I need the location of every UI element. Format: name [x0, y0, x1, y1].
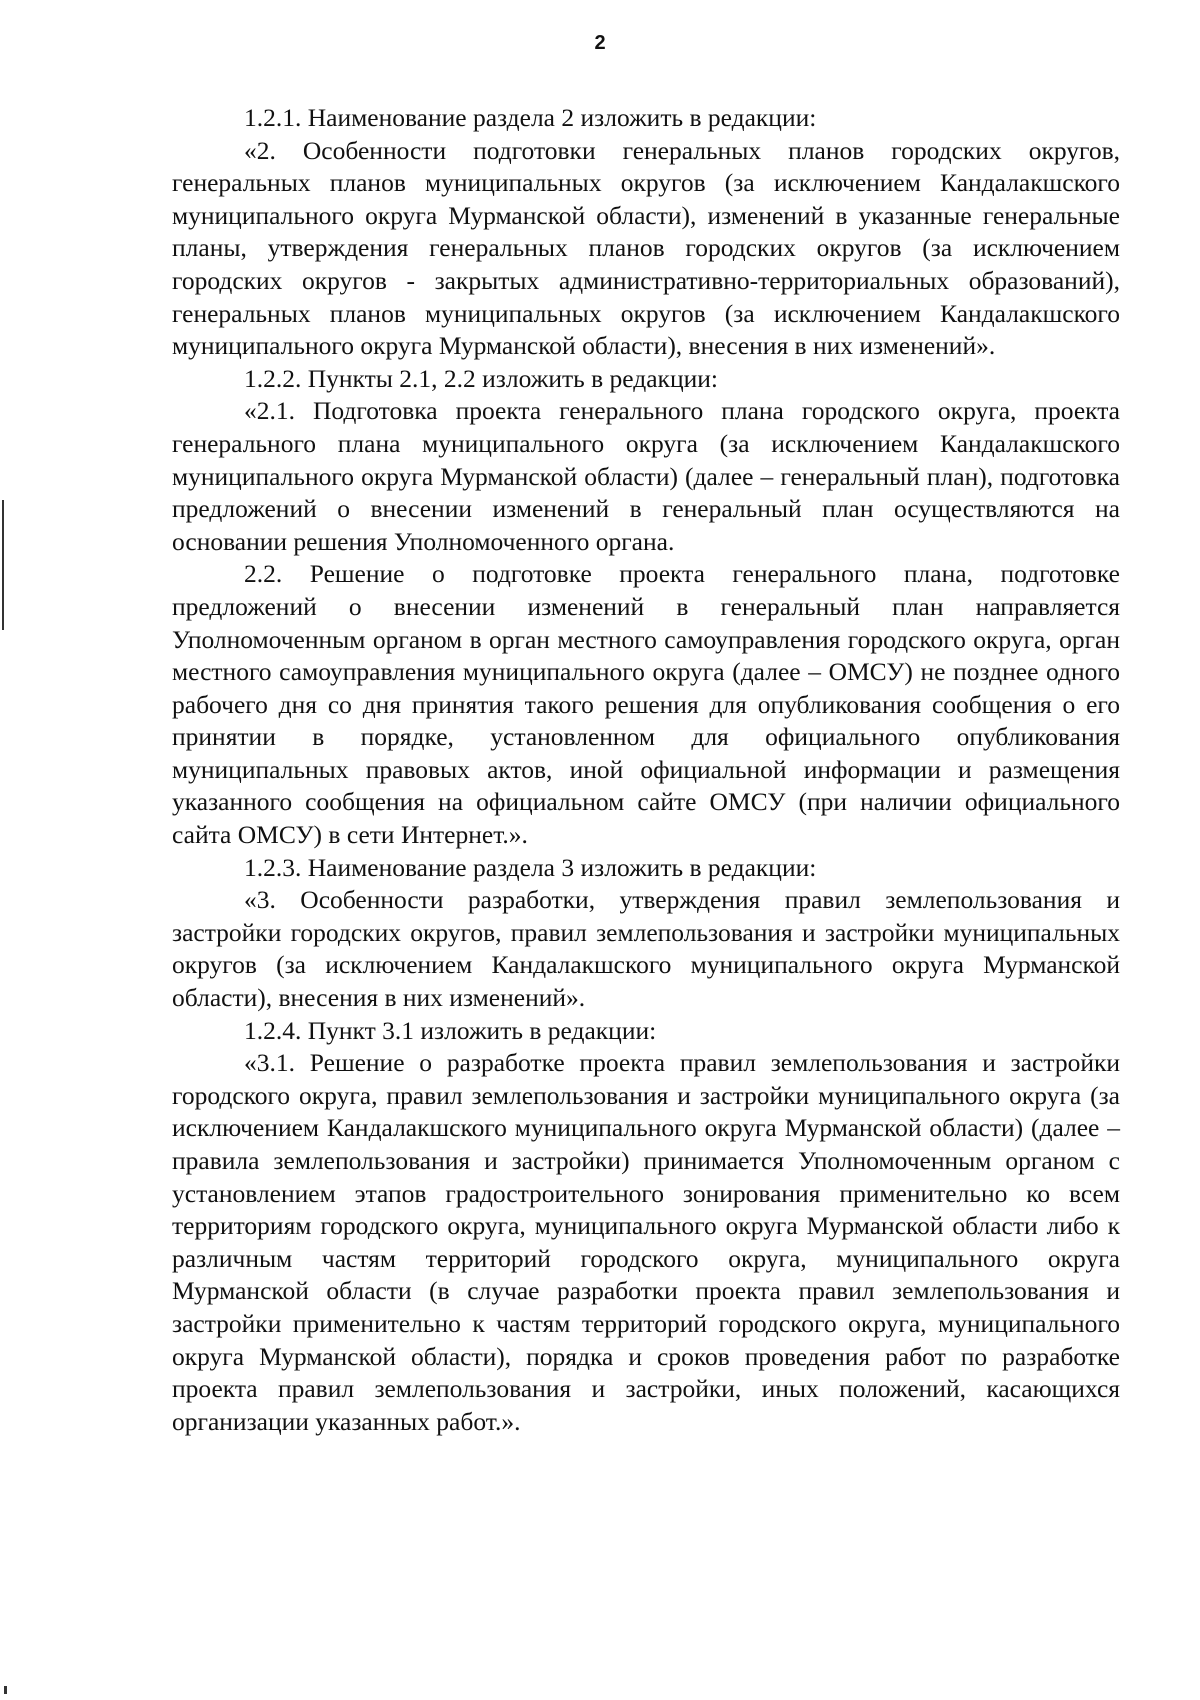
- paragraph-clause-2-2: 2.2. Решение о подготовке проекта генерального плана, подготовке предложений о внесении изменений в генеральный план направляется Уполномоченным органом в орган местного самоуправления городского округа, орган местного самоуправления муниципального округа (далее – ОМСУ) не позднее одного рабочего дня со дня принятия такого решения для опубликования сообщения о его принятии в порядке, установленном для официального опубликования муниципальных правовых актов, иной официальной информации и размещения указанного сообщения на официальном сайте ОМСУ (при наличии официального сайта ОМСУ) в сети Интернет.».: [172, 559, 1120, 850]
- page-number: 2: [594, 32, 606, 54]
- paragraph-clause-3-1: «3.1. Решение о разработке проекта правил землепользования и застройки городского округа, правил землепользования и застройки муниципального округа (за исключением Кандалакшского муниципального округа Мурманской области) (далее – правила землепользования и застройки) принимается Уполномоченным органом с установлением этапов градостроительного зонирования применительно ко всем территориям городского округа, муниципального округа Мурманской области либо к различным частям территорий городского округа, муниципального округа Мурманской области (в случае разработки проекта правил землепользования и застройки применительно к частям территорий городского округа, муниципального округа Мурманской области), порядка и сроков проведения работ по разработке проекта правил землепользования и застройки, иных положений, касающихся организации указанных работ.».: [172, 1048, 1120, 1436]
- paragraph-1-2-2: 1.2.2. Пункты 2.1, 2.2 изложить в редакции:: [244, 363, 718, 393]
- scan-corner-mark: [4, 1686, 7, 1694]
- paragraph-section-2-title: «2. Особенности подготовки генеральных планов городских округов, генеральных планов муниципальных округов (за исключением Кандалакшского муниципального округа Мурманской области), изменений в указанные генеральные планы, утверждения генеральных планов городских округов (за исключением городских округов - закрытых административно-территориальных образований), генеральных планов муниципальных округов (за исключением Кандалакшского муниципального округа Мурманской области), внесения в них изменений».: [172, 135, 1120, 361]
- paragraph-1-2-3: 1.2.3. Наименование раздела 3 изложить в редакции:: [244, 852, 817, 882]
- scan-edge-mark: [2, 500, 4, 630]
- paragraph-1-2-4: 1.2.4. Пункт 3.1 изложить в редакции:: [244, 1015, 657, 1045]
- paragraph-clause-2-1: «2.1. Подготовка проекта генерального плана городского округа, проекта генерального плана муниципального округа (за исключением Кандалакшского муниципального округа Мурманской области) (далее – генеральный план), подготовка предложений о внесении изменений в генеральный план осуществляются на основании решения Уполномоченного органа.: [172, 396, 1120, 556]
- document-body: [172, 102, 1120, 1438]
- paragraph-section-3-title: «3. Особенности разработки, утверждения правил землепользования и застройки городских округов, правил землепользования и застройки муниципальных округов (за исключением Кандалакшского муниципального округа Мурманской области), внесения в них изменений».: [172, 885, 1120, 1013]
- paragraph-1-2-1: 1.2.1. Наименование раздела 2 изложить в редакции:: [244, 103, 817, 132]
